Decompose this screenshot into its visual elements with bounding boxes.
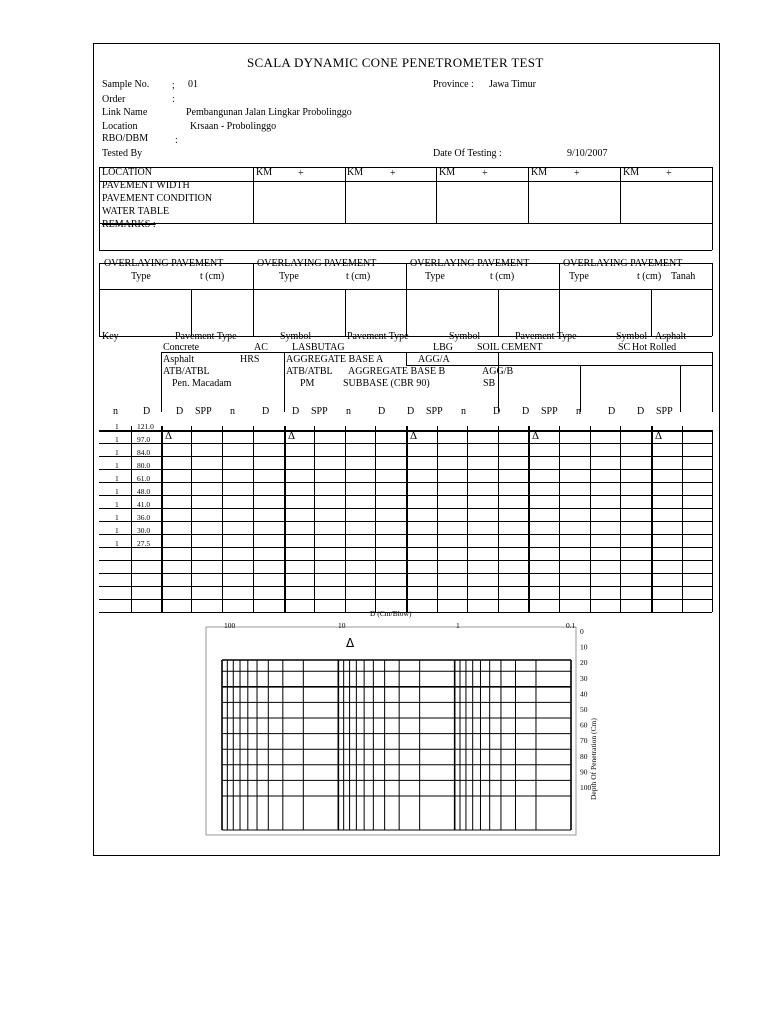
rbo-label: RBO/DBM <box>102 133 149 144</box>
key-concrete: Concrete <box>163 342 200 353</box>
loc-table-bottom <box>99 250 712 251</box>
key-line <box>161 352 712 353</box>
sample-no-colon: ; <box>172 80 175 91</box>
loc-row-pavement-condition: PAVEMENT CONDITION <box>102 193 213 204</box>
grid-col-line <box>375 426 376 612</box>
key-divider <box>712 352 713 412</box>
km-plus: + <box>574 168 580 179</box>
loc-table-divider <box>620 167 621 223</box>
chart-y-tick: 100 <box>580 783 592 792</box>
km-plus: + <box>666 168 672 179</box>
date-value: 9/10/2007 <box>567 148 608 159</box>
key-agg-base-b: AGGREGATE BASE B <box>348 366 446 377</box>
km-label: KM <box>256 167 273 178</box>
col-spp: SPP <box>656 406 673 417</box>
overlay-header: OVERLAYING PAVEMENT <box>104 258 224 269</box>
col-d: D <box>292 406 300 417</box>
loc-row-remarks: REMARKS : <box>102 219 156 230</box>
key-subbase: SUBBASE (CBR 90) <box>343 378 430 389</box>
chart-y-tick: 50 <box>580 705 588 714</box>
reading-n: 1 <box>115 422 119 431</box>
km-plus: + <box>298 168 304 179</box>
key-pav-type: Pavement Type <box>175 331 237 342</box>
triangle-marker: Δ <box>655 430 663 442</box>
chart-title: D (Cm/Blow) <box>370 609 412 618</box>
overlay-header: OVERLAYING PAVEMENT <box>257 258 377 269</box>
loc-table-divider <box>436 167 437 223</box>
key-agg-b: AGG/B <box>482 366 514 377</box>
key-pav-type: Pavement Type <box>515 331 577 342</box>
reading-n: 1 <box>115 487 119 496</box>
link-name-value: Pembangunan Jalan Lingkar Probolinggo <box>186 107 352 118</box>
key-divider <box>161 352 162 412</box>
key-lbg: LBG <box>433 342 453 353</box>
chart-x-tick: 0.1 <box>566 621 576 630</box>
grid-col-line <box>528 426 530 612</box>
form-title: SCALA DYNAMIC CONE PENETROMETER TEST <box>247 55 544 70</box>
chart-x-tick: 1 <box>456 621 460 630</box>
province-value: Jawa Timur <box>489 79 536 90</box>
col-n: n <box>576 406 581 417</box>
col-n: n <box>346 406 351 417</box>
key-sb: SB <box>483 378 496 389</box>
overlay-tanah: Tanah <box>671 271 696 282</box>
reading-n: 1 <box>115 500 119 509</box>
reading-n: 1 <box>115 539 119 548</box>
overlay-t: t (cm) <box>637 271 662 282</box>
col-d: D <box>176 406 184 417</box>
chart-marker: Δ <box>346 636 355 650</box>
province-label: Province : <box>433 79 474 90</box>
overlay-divider <box>406 263 407 336</box>
key-symbol: Symbol <box>616 331 648 342</box>
overlay-header: OVERLAYING PAVEMENT <box>563 258 683 269</box>
chart-frame <box>206 627 576 835</box>
tested-by-label: Tested By <box>102 148 143 159</box>
chart-y-tick: 10 <box>580 642 588 652</box>
col-d: D <box>262 406 270 417</box>
key-pen-macadam: Pen. Macadam <box>172 378 232 389</box>
overlay-divider <box>345 289 346 336</box>
grid-col-line <box>191 426 192 612</box>
grid-col-line <box>406 426 408 612</box>
key-lasbutag: LASBUTAG <box>292 342 345 353</box>
overlay-divider <box>99 263 100 336</box>
col-d: D <box>493 406 501 417</box>
col-spp: SPP <box>541 406 558 417</box>
grid-col-line <box>253 426 254 612</box>
key-atb: ATB/ATBL <box>163 366 210 377</box>
col-spp: SPP <box>311 406 328 417</box>
km-plus: + <box>390 168 396 179</box>
key-soil-cement: SOIL CEMENT <box>477 342 543 353</box>
loc-table-line <box>99 223 712 224</box>
grid-col-line <box>314 426 315 612</box>
loc-table-divider <box>528 167 529 223</box>
chart-y-tick: 80 <box>580 751 588 761</box>
chart-y-tick: 0 <box>580 627 584 636</box>
key-ac: AC <box>254 342 268 353</box>
key-hot-rolled: Hot Rolled <box>632 342 677 353</box>
reading-n: 1 <box>115 526 119 535</box>
col-d: D <box>143 406 151 417</box>
overlay-divider <box>191 289 192 336</box>
overlay-divider <box>712 263 713 336</box>
penetration-chart <box>200 618 600 840</box>
order-colon: : <box>172 94 175 105</box>
reading-n: 1 <box>115 435 119 444</box>
chart-y-label: Depth Of Penetration (Cm) <box>589 718 598 800</box>
km-label: KM <box>531 167 548 178</box>
key-agg-base-a: AGGREGATE BASE A <box>286 354 384 365</box>
km-label: KM <box>347 167 364 178</box>
overlay-divider <box>651 289 652 336</box>
overlay-divider <box>498 289 499 336</box>
col-d: D <box>378 406 386 417</box>
grid-col-line <box>161 426 163 612</box>
grid-right <box>712 430 713 612</box>
overlay-t: t (cm) <box>346 271 371 282</box>
grid-col-line <box>559 426 560 612</box>
key-agg-a: AGG/A <box>418 354 450 365</box>
grid-col-line <box>620 426 621 612</box>
sample-no-value: 01 <box>188 79 198 90</box>
reading-d: 36.0 <box>137 513 151 522</box>
key-divider <box>284 352 285 412</box>
km-plus: + <box>482 168 488 179</box>
km-label: KM <box>623 167 640 178</box>
col-d: D <box>637 406 645 417</box>
reading-d: 84.0 <box>137 448 151 457</box>
key-asphalt: Asphalt <box>655 331 687 342</box>
overlay-divider <box>253 263 254 336</box>
reading-n: 1 <box>115 513 119 522</box>
col-n: n <box>461 406 466 417</box>
overlay-type: Type <box>425 271 445 282</box>
grid-col-line <box>284 426 286 612</box>
grid-col-line <box>590 426 591 612</box>
location-label: Location <box>102 121 138 132</box>
grid-col-line <box>682 426 683 612</box>
key-divider <box>580 365 581 412</box>
chart-y-tick: 90 <box>580 767 588 777</box>
grid-col-line <box>467 426 468 612</box>
key-pav-type: Pavement Type <box>347 331 409 342</box>
loc-row-pavement-width: PAVEMENT WIDTH <box>102 180 190 191</box>
loc-row-water-table: WATER TABLE <box>102 206 170 217</box>
order-label: Order <box>102 94 126 105</box>
grid-col-line <box>345 426 346 612</box>
overlay-t: t (cm) <box>200 271 225 282</box>
reading-d: 97.0 <box>137 435 151 444</box>
grid-col-line <box>222 426 223 612</box>
key-divider <box>680 365 681 412</box>
chart-y-tick: 70 <box>580 736 588 746</box>
overlay-header: OVERLAYING PAVEMENT <box>410 258 530 269</box>
col-d: D <box>522 406 530 417</box>
key-sc: SC <box>618 342 631 353</box>
triangle-marker: Δ <box>410 430 418 442</box>
key-line <box>406 365 712 366</box>
key-symbol: Symbol <box>449 331 481 342</box>
rbo-colon: : <box>175 135 178 146</box>
key-atb-symbol: ATB/ATBL <box>286 366 333 377</box>
overlay-divider <box>559 263 560 336</box>
reading-d: 48.0 <box>137 487 151 496</box>
loc-table-left <box>99 167 100 250</box>
link-name-label: Link Name <box>102 107 148 118</box>
loc-table-divider <box>253 167 254 223</box>
reading-d: 80.0 <box>137 461 151 470</box>
key-hrs: HRS <box>240 354 260 365</box>
col-spp: SPP <box>195 406 212 417</box>
triangle-marker: Δ <box>165 430 173 442</box>
key-divider <box>498 352 499 412</box>
loc-row-location: LOCATION <box>102 167 152 178</box>
chart-y-tick: 30 <box>580 673 588 683</box>
reading-d: 61.0 <box>137 474 151 483</box>
reading-n: 1 <box>115 474 119 483</box>
grid-col-line <box>498 426 499 612</box>
chart-x-tick: 10 <box>338 621 346 630</box>
loc-table-divider <box>345 167 346 223</box>
grid-col-line <box>131 426 132 612</box>
chart-x-tick: 100 <box>224 621 236 630</box>
col-n: n <box>230 406 235 417</box>
reading-n: 1 <box>115 448 119 457</box>
key-pm: PM <box>300 378 315 389</box>
location-value: Krsaan - Probolinggo <box>190 121 277 132</box>
loc-table-right <box>712 167 713 250</box>
col-d: D <box>407 406 415 417</box>
overlay-type: Type <box>131 271 151 282</box>
overlay-t: t (cm) <box>490 271 515 282</box>
overlay-type: Type <box>569 271 589 282</box>
chart-y-tick: 40 <box>580 689 588 699</box>
grid-col-line <box>651 426 653 612</box>
reading-d: 30.0 <box>137 526 151 535</box>
reading-d: 27.5 <box>137 539 151 548</box>
reading-n: 1 <box>115 461 119 470</box>
reading-d: 121.0 <box>137 422 154 431</box>
sample-no-label: Sample No. <box>102 79 150 90</box>
km-label: KM <box>439 167 456 178</box>
col-spp: SPP <box>426 406 443 417</box>
col-n: n <box>113 406 118 417</box>
date-label: Date Of Testing : <box>433 148 502 159</box>
key-label: Key <box>102 331 119 342</box>
key-asphalt: Asphalt <box>163 354 195 365</box>
reading-d: 41.0 <box>137 500 151 509</box>
key-symbol: Symbol <box>280 331 312 342</box>
triangle-marker: Δ <box>288 430 296 442</box>
grid-col-line <box>437 426 438 612</box>
chart-y-tick: 60 <box>580 720 588 730</box>
overlay-type: Type <box>279 271 299 282</box>
col-d: D <box>608 406 616 417</box>
key-divider <box>406 352 407 365</box>
triangle-marker: Δ <box>532 430 540 442</box>
chart-y-tick: 20 <box>580 658 588 668</box>
